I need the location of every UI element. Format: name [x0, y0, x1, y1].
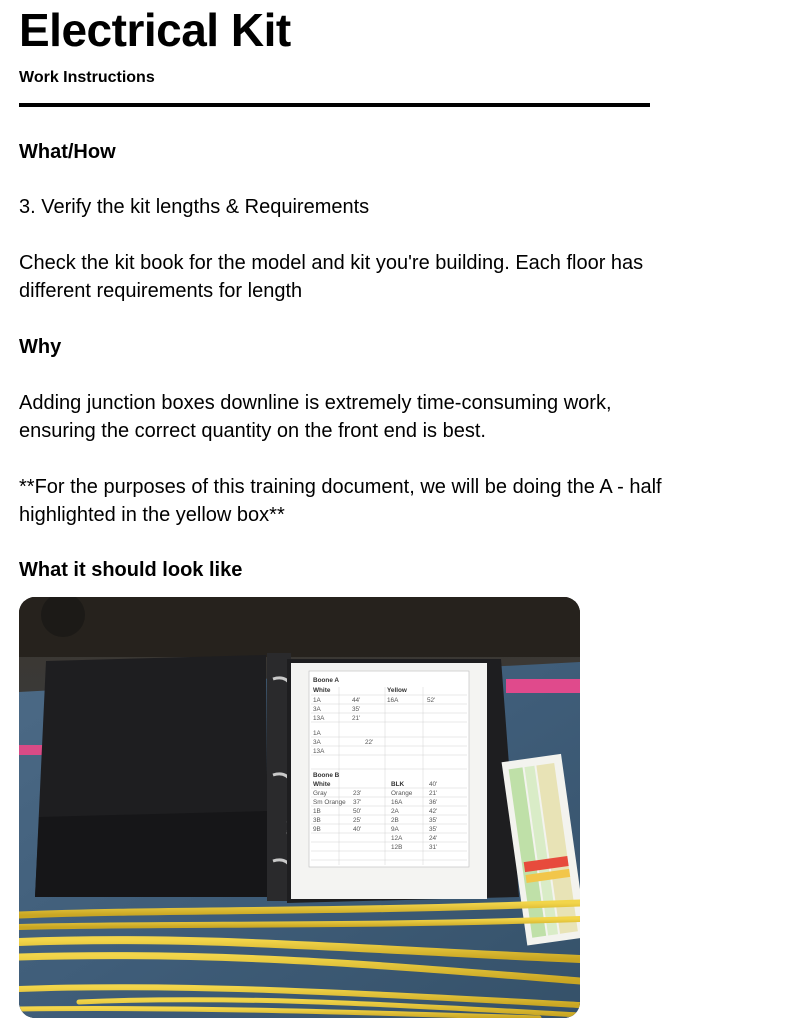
- boone-b-blk-row-len: 31': [429, 844, 438, 851]
- boone-b-white-len: 37': [353, 799, 362, 806]
- boone-b-blk-row-len: 24': [429, 835, 438, 842]
- pink-tape-right: [506, 679, 580, 693]
- boone-a-white-label: White: [313, 687, 331, 694]
- boone-b-white-id: 9B: [313, 826, 321, 833]
- boone-b-blk-len: 40': [429, 781, 438, 788]
- boone-b-white-id: Sm Orange: [313, 799, 346, 806]
- boone-b-blk-id: 12A: [391, 835, 403, 842]
- boone-b-blk-label: BLK: [391, 781, 405, 788]
- boone-a-yellow-len: 52': [427, 697, 436, 704]
- page-subtitle: Work Instructions: [19, 69, 155, 86]
- boone-b-blk-id: 2B: [391, 817, 399, 824]
- boone-a-white-id: 1A: [313, 697, 321, 704]
- boone-b-blk-row-len: 35': [429, 826, 438, 833]
- what-how-line-1: Check the kit book for the model and kit you're building. Each floor has: [19, 252, 644, 274]
- header-divider: [19, 103, 650, 107]
- boone-a-white-len: 35': [352, 706, 361, 713]
- boone-b-white-label: White: [313, 781, 331, 788]
- boone-b-blk-row-len: 42': [429, 808, 438, 815]
- boone-a-yellow-id: 16A: [387, 697, 399, 704]
- boone-b-blk-row-len: 21': [429, 790, 438, 797]
- why-line-2: ensuring the correct quantity on the front end is best.: [19, 420, 486, 442]
- boone-a-title: Boone A: [313, 677, 340, 684]
- boone-b-blk-id: 2A: [391, 808, 399, 815]
- note-line-2: highlighted in the yellow box**: [19, 504, 285, 526]
- boone-b-blk-row-len: 35': [429, 817, 438, 824]
- boone-a-white-len: 21': [352, 715, 361, 722]
- boone-b-blk-id: Orange: [391, 790, 413, 797]
- boone-a-white-id: 3A: [313, 706, 321, 713]
- dark-top-area: [19, 597, 580, 657]
- boone-a-second-id: 13A: [313, 748, 325, 755]
- boone-b-blk-id: 16A: [391, 799, 403, 806]
- kit-book-photo: [19, 597, 580, 1018]
- heading-what-how: What/How: [19, 141, 116, 163]
- boone-a-white-len: 44': [352, 697, 361, 704]
- boone-a-second-len: 22': [365, 739, 374, 746]
- binder-pocket: [35, 811, 268, 897]
- boone-b-title: Boone B: [313, 772, 340, 779]
- boone-b-white-len: 50': [353, 808, 362, 815]
- heading-why: Why: [19, 336, 62, 358]
- boone-a-second-id: 1A: [313, 730, 321, 737]
- boone-b-blk-row-len: 36': [429, 799, 438, 806]
- boone-b-white-id: 1B: [313, 808, 321, 815]
- boone-b-white-len: 23': [353, 790, 362, 797]
- heading-what-it-should-look-like: What it should look like: [19, 559, 243, 581]
- why-line-1: Adding junction boxes downline is extremely time-consuming work,: [19, 392, 612, 414]
- step-text: 3. Verify the kit lengths & Requirements: [19, 196, 370, 218]
- boone-b-white-id: Gray: [313, 790, 327, 797]
- boone-a-second-id: 3A: [313, 739, 321, 746]
- boone-b-white-len: 25': [353, 817, 362, 824]
- boone-b-white-id: 3B: [313, 817, 321, 824]
- page-title: Electrical Kit: [19, 4, 291, 56]
- note-line-1: **For the purposes of this training document, we will be doing the A - half: [19, 476, 662, 498]
- boone-b-blk-id: 9A: [391, 826, 399, 833]
- boone-a-yellow-label: Yellow: [387, 687, 407, 694]
- boone-b-blk-id: 12B: [391, 844, 403, 851]
- photo-illustration: [19, 597, 580, 1018]
- boone-a-white-id: 13A: [313, 715, 325, 722]
- boone-b-white-len: 40': [353, 826, 362, 833]
- what-how-line-2: different requirements for length: [19, 280, 303, 302]
